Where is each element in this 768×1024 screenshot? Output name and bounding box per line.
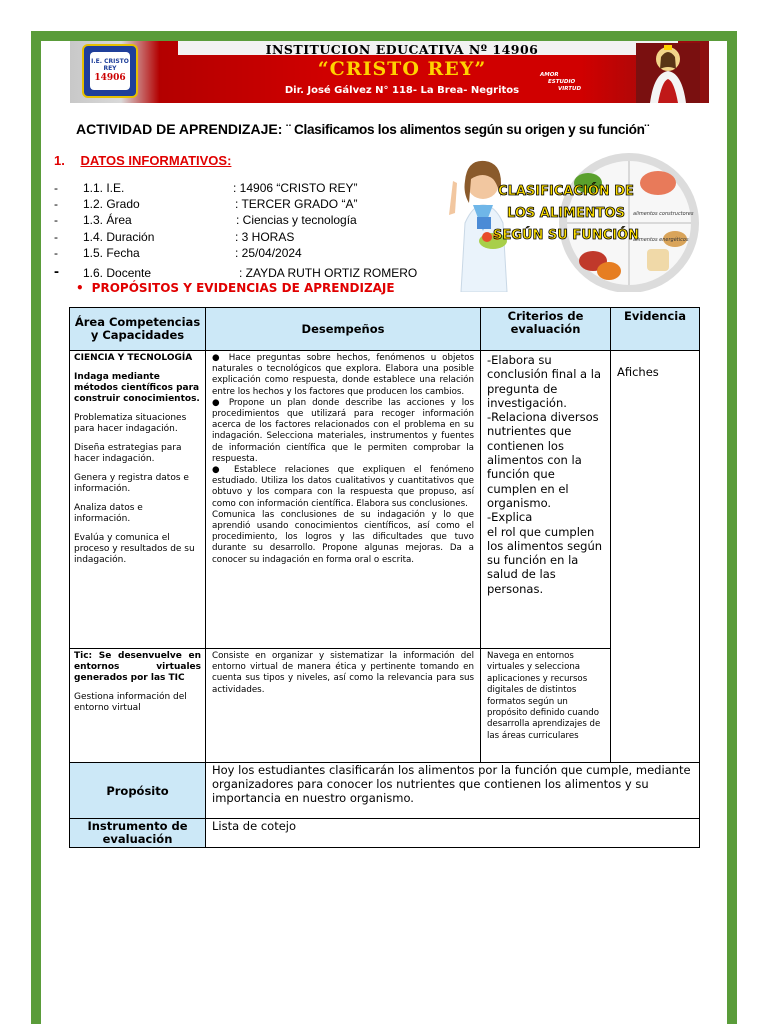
criterio: -Relaciona diversos nutrientes que contienen los alimentos con la función que cumplen en el organismo. [487,410,599,510]
school-name: “CRISTO REY” [317,58,487,80]
info-value: : 14906 “CRISTO REY” [233,181,358,195]
info-value: : 25/04/2024 [235,246,302,260]
table-header-row [70,308,700,351]
activity-title [76,121,649,137]
desempenos-cell [206,351,481,649]
dash: - [54,246,58,260]
proposito-text: Hoy los estudiantes clasificarán los alimentos por la función que cumple, mediante organizadores para conocer los nutrientes que contienen los alimentos y su importancia en nuestro organismo. [206,763,700,819]
info-key: 1.6. Docente [83,266,152,280]
section-datos-informativos [54,153,231,168]
illustration-title-line: CLASIFICACIÓN DE [498,184,634,199]
institution-name: INSTITUCION EDUCATIVA Nº 14906 [265,42,539,57]
motto-word: ESTUDIO [548,79,576,85]
criterios-cell [481,351,611,649]
activity-label: ACTIVIDAD DE APRENDIZAJE: [76,121,283,137]
capacidad: Analiza datos e información. [74,503,143,524]
desempeno: ● Propone un plan donde describe las acciones y los procedimientos que utilizará para recoger información acerca de los factores relacionados con el problema en su indagación. Selecciona materiales, instrumentos y fuentes de información científica que le permiten comprobar la respuesta. [212,397,474,464]
info-key: 1.5. Fecha [83,246,140,260]
school-address: Dir. José Gálvez N° 118- La Brea- Negritos [284,85,520,96]
table-row-instrumento [70,819,700,848]
instrumento-label: Instrumento de evaluación [70,819,206,848]
header-area: Área Competencias y Capacidades [70,308,206,351]
instrumento-text: Lista de cotejo [206,819,700,848]
info-key: 1.3. Área [83,213,132,227]
dash: - [54,197,58,211]
info-key: 1.4. Duración [83,230,155,244]
dash: - [54,263,59,280]
competencia: Indaga mediante métodos científicos para construir conocimientos. [74,372,200,404]
food-classification-illustration [443,153,705,292]
criterio: -Elabora su conclusión final a la pregunta de investigación. [487,353,601,410]
capacidad: Problematiza situaciones para hacer indagación. [74,413,187,434]
desempeno: ● Hace preguntas sobre hechos, fenómenos u objetos naturales o tecnológicos que explora. Elabora una posible explicación como respuesta, donde establece una relación entre los hechos y los factores que producen los cambios. [212,353,474,397]
school-banner [70,41,709,103]
capacidad: Genera y registra datos e información. [74,473,189,494]
school-crest-logo [82,44,138,98]
school-motto [540,72,581,93]
dash: - [54,213,58,227]
area-title: CIENCIA Y TECNOLOGÍA [74,353,193,363]
section-number: 1. [54,153,65,168]
capacidad: Diseña estrategias para hacer indagación. [74,443,182,464]
section-heading: DATOS INFORMATIVOS: [80,153,232,168]
info-value: : 3 HORAS [235,230,295,244]
proposito-label: Propósito [70,763,206,819]
tic-desempeno-cell: Consiste en organizar y sistematizar la información del entorno virtual de manera ética y pertinente tomando en cuenta sus tipos y niveles, así como la relevancia para sus actividades. [206,649,481,763]
desempeno: ● Establece relaciones que expliquen el fenómeno estudiado. Utiliza los datos cualitativos y cuantitativos que obtuvo y los compara con la respuesta que propuso, así como con información científica. Elabora sus conclusiones. [212,465,474,509]
info-key: 1.2. Grado [83,197,140,211]
area-competencias-cell [70,351,206,649]
header-desempenos: Desempeños [206,308,481,351]
teacher-figure [449,161,507,292]
info-value: : TERCER GRADO “A” [235,197,358,211]
competencia: Tic: Se desenvuelve en entornos virtuales generados por las TIC [74,651,201,683]
crest-text: I.E. CRISTO REY [91,58,129,72]
evidencia-cell: Afiches [611,351,700,763]
table-row-ciencia [70,351,700,649]
criterio: el rol que cumplen los alimentos según su función en la salud de las personas. [487,524,603,596]
bullet: • [76,281,84,295]
dash: - [54,230,58,244]
desempeno: Comunica las conclusiones de su indagación y lo que aprendió usando conocimientos científicos, así como el procedimiento, los logros y las dificultades que tuvo durante su desarrollo. Propone algunas mejoras. Da a conocer su indagación en forma oral o escrita. [212,509,474,565]
christ-king-image [636,43,700,103]
crest-number: 14906 [94,73,126,83]
learning-table [69,307,700,848]
info-value: : Ciencias y tecnología [236,213,357,227]
plate-label: alimentos constructores [633,211,694,217]
capacidad: Gestiona información del entorno virtual [74,692,187,713]
table-row-proposito [70,763,700,819]
activity-name: ¨ Clasificamos los alimentos según su origen y su función¨ [286,122,649,137]
tic-competencia-cell [70,649,206,763]
illustration-title-line: LOS ALIMENTOS [507,206,625,221]
info-key: 1.1. I.E. [83,181,125,195]
dash: - [54,181,58,195]
illustration-title-line: SEGÚN SU FUNCIÓN [493,228,639,243]
section-propositos [76,281,395,295]
plate-label: alimentos energéticos [633,237,689,243]
section-heading: PROPÓSITOS Y EVIDENCIAS DE APRENDIZAJE [91,281,395,295]
criterio: -Explica [487,510,533,525]
motto-word: VIRTUD [558,86,582,92]
header-criterios: Criterios de evaluación [481,308,611,351]
table-row-tic [70,649,700,763]
capacidad: Evalúa y comunica el proceso y resultados de su indagación. [74,533,195,565]
tic-criterio-cell: Navega en entornos virtuales y selecciona aplicaciones y recursos digitales de distintos formatos según un propósito definido cuando desarrolla aprendizajes de las áreas curriculares [481,649,611,763]
header-evidencia: Evidencia [611,308,700,351]
info-value: : ZAYDA RUTH ORTIZ ROMERO [239,266,418,280]
motto-word: AMOR [540,72,559,78]
